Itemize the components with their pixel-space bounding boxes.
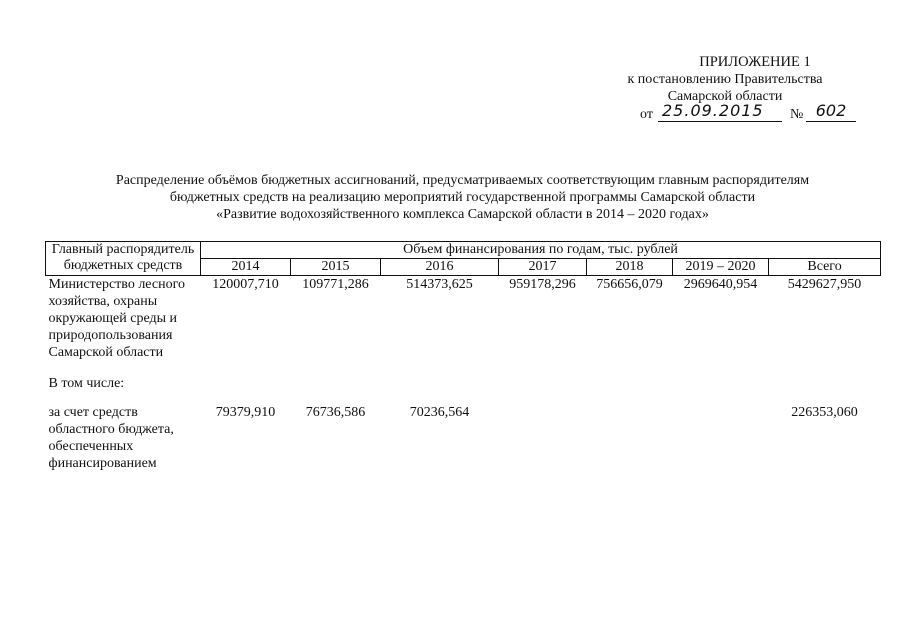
cell-value: 514373,625 (406, 277, 473, 292)
table-header-row (46, 242, 881, 259)
cell-value: 76736,586 (305, 405, 366, 420)
appendix-title: ПРИЛОЖЕНИЕ 1 (699, 54, 811, 70)
cell-value: 2969640,954 (683, 277, 758, 292)
cell-value (587, 375, 673, 392)
cell-value: 120007,710 (212, 277, 279, 292)
number-sign: № (790, 107, 804, 122)
column-header-main: Главный распорядитель бюджетных средств (46, 242, 201, 276)
title-line-1: Распределение объёмов бюджетных ассигнований, предусматриваемых соответствующим главным распорядителям (115, 173, 810, 188)
table-row (46, 276, 881, 362)
cell-value: 109771,286 (302, 277, 369, 292)
row-name: Министерство лесного хозяйства, охраны окружающей среды и природопользования Самарской области (48, 277, 185, 360)
cell-value (499, 375, 587, 392)
spacer-row (46, 392, 881, 404)
resolution-date: 25.09.2015 (658, 101, 782, 122)
cell-value: 756656,079 (596, 277, 663, 292)
date-prefix: от (640, 107, 653, 122)
spacer-row (46, 361, 881, 375)
column-header-year: 2018 (587, 259, 673, 276)
resolution-date-number (640, 101, 880, 125)
column-header-total: Всего (769, 259, 881, 276)
table-row (46, 375, 881, 392)
cell-total: 226353,060 (791, 405, 858, 420)
column-header-year: 2017 (499, 259, 587, 276)
cell-value (673, 375, 769, 392)
cell-value (291, 375, 381, 392)
cell-value (381, 375, 499, 392)
resolution-number: 602 (806, 101, 856, 122)
cell-value (499, 404, 587, 472)
cell-value (201, 375, 291, 392)
cell-value (673, 404, 769, 472)
column-header-year: 2016 (381, 259, 499, 276)
cell-value: 70236,564 (409, 405, 470, 420)
cell-total: 5429627,950 (787, 277, 862, 292)
column-header-year: 2014 (201, 259, 291, 276)
column-header-year: 2015 (291, 259, 381, 276)
table-row (46, 404, 881, 472)
row-name: за счет средств областного бюджета, обеспеченных финансированием (48, 405, 174, 471)
column-header-funding: Объем финансирования по годам, тыс. рублей (201, 242, 881, 259)
cell-value (587, 404, 673, 472)
cell-total (769, 375, 881, 392)
appendix-header (560, 54, 890, 105)
title-line-3: «Развитие водохозяйственного комплекса Самарской области в 2014 – 2020 годах» (216, 207, 709, 222)
row-name: В том числе: (48, 376, 125, 391)
budget-table (45, 241, 881, 472)
appendix-region: Самарской области (667, 89, 783, 104)
cell-value: 79379,910 (215, 405, 276, 420)
column-header-year: 2019 – 2020 (673, 259, 769, 276)
document-title (40, 172, 885, 223)
appendix-subtitle: к постановлению Правительства (627, 72, 823, 87)
cell-value: 959178,296 (509, 277, 576, 292)
title-line-2: бюджетных средств на реализацию мероприятий государственной программы Самарской области (169, 190, 756, 205)
